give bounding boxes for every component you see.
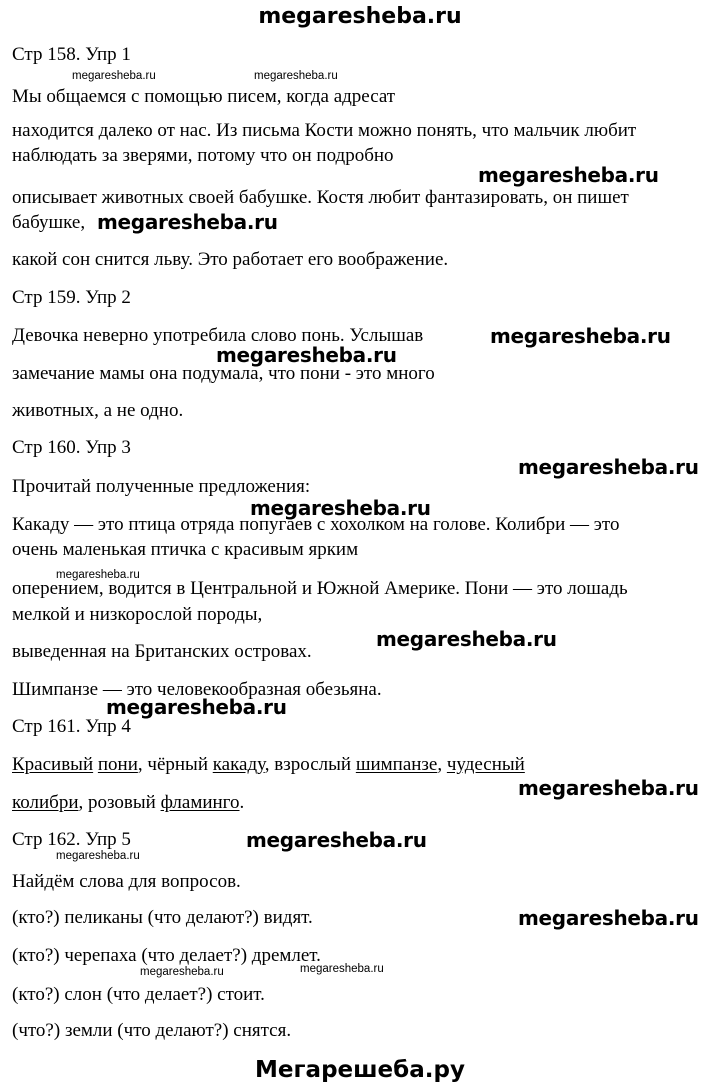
underlined-words-line: Красивый пони, чёрный какаду, взрослый шимпанзе, чудесный <box>12 754 525 775</box>
watermark-large: megaresheba.ru <box>246 828 427 852</box>
section-title: Стр 160. Упр 3 <box>12 437 131 458</box>
underlined-word: колибри <box>12 792 79 813</box>
paragraph-line: Прочитай полученные предложения: <box>12 476 311 497</box>
paragraph-line: (кто?) слон (что делает?) стоит. <box>12 984 265 1005</box>
watermark-large: megaresheba.ru <box>490 324 671 348</box>
section-title: Стр 159. Упр 2 <box>12 287 131 308</box>
watermark-small: megaresheba.ru <box>140 966 224 978</box>
watermark-small: megaresheba.ru <box>56 850 140 862</box>
paragraph-line: мелкой и низкорослой породы, <box>12 604 263 625</box>
paragraph-line: (что?) земли (что делают?) снятся. <box>12 1020 292 1041</box>
paragraph-line: оперением, водится в Центральной и Южной Америке. Пони — это лошадь <box>12 578 628 599</box>
underlined-words-line: колибри, розовый фламинго. <box>12 792 245 813</box>
paragraph-line: очень маленькая птичка с красивым ярким <box>12 539 359 560</box>
paragraph-line: замечание мамы она подумала, что пони - это много <box>12 363 435 384</box>
paragraph-line: животных, а не одно. <box>12 400 184 421</box>
watermark-large: megaresheba.ru <box>250 496 431 520</box>
watermark-small: megaresheba.ru <box>72 70 156 82</box>
paragraph-line: какой сон снится льву. Это работает его воображение. <box>12 249 449 270</box>
paragraph-line: Девочка неверно употребила слово понь. Услышав <box>12 325 424 346</box>
paragraph-line: выведенная на Британских островах. <box>12 641 312 662</box>
paragraph-line: (кто?) черепаха (что делает?) дремлет. <box>12 945 321 966</box>
watermark-large: megaresheba.ru <box>478 163 659 187</box>
paragraph-line: Мы общаемся с помощью писем, когда адресат <box>12 86 396 107</box>
underlined-word: фламинго <box>160 792 240 813</box>
underlined-word: пони <box>97 754 138 775</box>
watermark-small: megaresheba.ru <box>300 963 384 975</box>
watermark-large: megaresheba.ru <box>97 210 278 234</box>
paragraph-line: Шимпанзе — это человекообразная обезьяна. <box>12 679 382 700</box>
paragraph-line: находится далеко от нас. Из письма Кости можно понять, что мальчик любит <box>12 120 637 141</box>
underlined-word: шимпанзе <box>355 754 438 775</box>
watermark-large: megaresheba.ru <box>106 695 287 719</box>
watermark-small: megaresheba.ru <box>56 569 140 581</box>
underlined-word: какаду <box>212 754 265 775</box>
watermark-large: megaresheba.ru <box>518 906 699 930</box>
watermark-small: megaresheba.ru <box>254 70 338 82</box>
paragraph-line: бабушке, <box>12 212 86 233</box>
section-title: Стр 158. Упр 1 <box>12 44 131 65</box>
paragraph-line: Найдём слова для вопросов. <box>12 871 241 892</box>
watermark-large: megaresheba.ru <box>518 776 699 800</box>
section-title: Стр 162. Упр 5 <box>12 829 131 850</box>
watermark-large: megaresheba.ru <box>216 343 397 367</box>
site-footer: Мегарешеба.ру <box>255 1057 465 1083</box>
watermark-large: megaresheba.ru <box>376 627 557 651</box>
paragraph-line: наблюдать за зверями, потому что он подробно <box>12 145 394 166</box>
paragraph-line: Какаду — это птица отряда попугаев с хохолком на голове. Колибри — это <box>12 514 620 535</box>
site-header: megaresheba.ru <box>258 4 462 29</box>
underlined-word: чудесный <box>446 754 525 775</box>
watermark-large: megaresheba.ru <box>518 455 699 479</box>
paragraph-line: (кто?) пеликаны (что делают?) видят. <box>12 907 313 928</box>
paragraph-line: описывает животных своей бабушке. Костя любит фантазировать, он пишет <box>12 187 629 208</box>
section-title: Стр 161. Упр 4 <box>12 716 131 737</box>
underlined-word: Красивый <box>12 754 94 775</box>
